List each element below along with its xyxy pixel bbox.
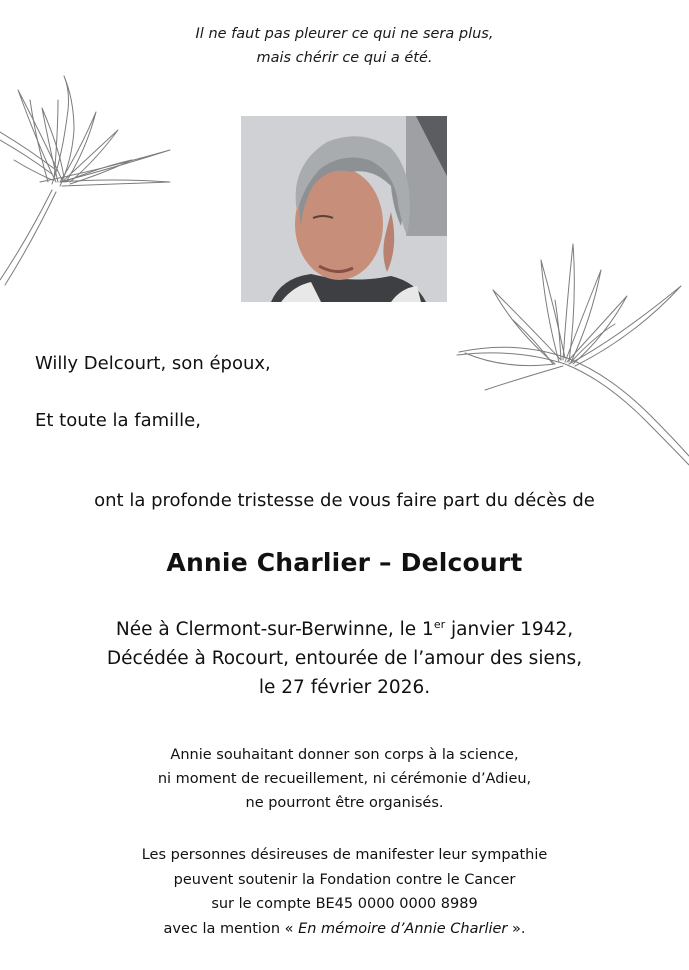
birth-line bbox=[0, 615, 689, 644]
birth-line-suffix: janvier 1942, bbox=[445, 619, 574, 640]
note-line-2: ni moment de recueillement, ni cérémonie d’Adieu, bbox=[157, 771, 532, 787]
quote-line-2: mais chérir ce qui a été. bbox=[256, 50, 433, 66]
donation-info bbox=[0, 843, 689, 941]
birth-line-superscript: er bbox=[433, 618, 446, 631]
note-line-3: ne pourront être organisés. bbox=[245, 795, 444, 811]
portrait-illustration bbox=[241, 116, 447, 302]
donation-line-1: Les personnes désireuses de manifester leur sympathie bbox=[141, 847, 548, 863]
donation-account-line: sur le compte BE45 0000 0000 8989 bbox=[211, 896, 478, 912]
quote-line-1: Il ne faut pas pleurer ce qui ne sera plus, bbox=[195, 26, 494, 42]
family-line-family: Et toute la famille, bbox=[35, 410, 201, 431]
birth-line-prefix: Née à Clermont-sur-Berwinne, le 1 bbox=[115, 619, 434, 640]
bird-of-paradise-flower-left-icon bbox=[0, 70, 190, 290]
donation-mention-line bbox=[0, 917, 689, 942]
epigraph-quote bbox=[0, 22, 689, 70]
family-line-spouse: Willy Delcourt, son époux, bbox=[35, 353, 271, 374]
bird-of-paradise-flower-right-icon bbox=[455, 240, 689, 470]
donation-line-2: peuvent soutenir la Fondation contre le Cancer bbox=[173, 871, 516, 888]
birth-death-details bbox=[0, 615, 689, 702]
note-line-1: Annie souhaitant donner son corps à la science, bbox=[170, 747, 519, 763]
mention-prefix: avec la mention « bbox=[163, 920, 299, 937]
mention-suffix: ». bbox=[507, 920, 526, 937]
death-line: Décédée à Rocourt, entourée de l’amour des siens, bbox=[106, 648, 583, 669]
portrait-photo bbox=[241, 116, 447, 302]
mention-text: En mémoire d’Annie Charlier bbox=[298, 920, 508, 937]
announcement-text: ont la profonde tristesse de vous faire part du décès de bbox=[94, 490, 595, 511]
death-date: le 27 février 2026. bbox=[258, 677, 431, 698]
science-donation-note bbox=[0, 743, 689, 815]
deceased-name: Annie Charlier – Delcourt bbox=[166, 548, 523, 577]
